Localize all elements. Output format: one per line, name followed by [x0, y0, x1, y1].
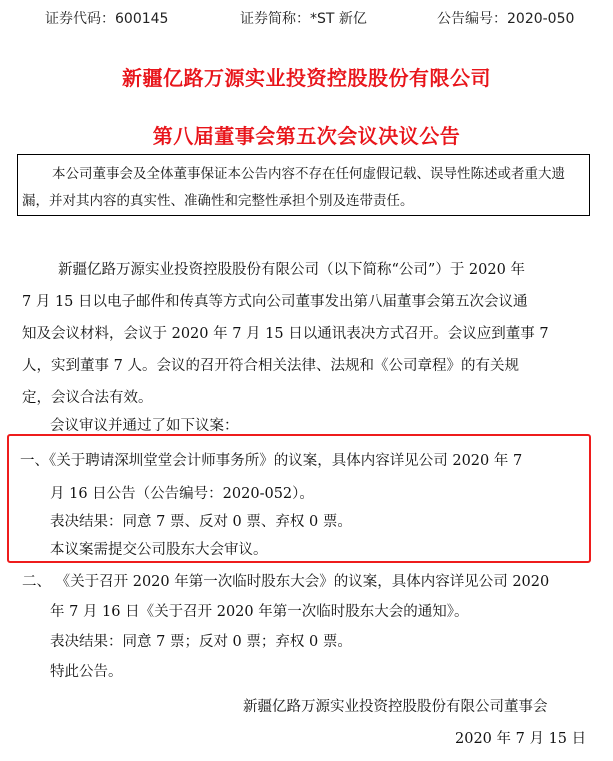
stock-short-name: 证券简称：*ST 新亿	[240, 11, 367, 27]
item2-vote-result: 表决结果：同意 7 票；反对 0 票；弃权 0 票。	[50, 634, 352, 650]
date: 2020 年 7 月 15 日	[455, 731, 587, 747]
disclaimer-line: 漏，并对其内容的真实性、准确性和完整性承担个别及连带责任。	[22, 193, 414, 209]
notice-number: 公告编号：2020-050	[437, 11, 575, 27]
stock-code: 证券代码：600145	[45, 11, 169, 27]
intro-line: 7 月 15 日以电子邮件和传真等方式向公司董事发出第八届董事会第五次会议通	[22, 294, 528, 310]
item1-line: 月 16 日公告（公告编号：2020-052）。	[50, 486, 314, 502]
intro-line: 定，会议合法有效。	[22, 390, 153, 406]
item1-note: 本议案需提交公司股东大会审议。	[50, 542, 268, 558]
signature: 新疆亿路万源实业投资控股股份有限公司董事会	[243, 699, 548, 715]
disclaimer-line: 本公司董事会及全体董事保证本公告内容不存在任何虚假记载、误导性陈述或者重大遗	[52, 166, 565, 182]
intro-line: 人，实到董事 7 人。会议的召开符合相关法律、法规和《公司章程》的有关规	[22, 358, 519, 374]
item2-line: 年 7 月 16 日《关于召开 2020 年第一次临时股东大会的通知》。	[50, 604, 469, 620]
company-title: 新疆亿路万源实业投资控股股份有限公司	[122, 66, 491, 90]
item1-vote-result: 表决结果：同意 7 票、反对 0 票、弃权 0 票。	[50, 514, 352, 530]
closing-note: 特此公告。	[50, 664, 123, 680]
announcement-title: 第八届董事会第五次会议决议公告	[152, 124, 461, 148]
intro-line: 新疆亿路万源实业投资控股股份有限公司（以下简称“公司”）于 2020 年	[58, 262, 525, 278]
item1-line: 一、《关于聘请深圳堂堂会计师事务所》的议案，具体内容详见公司 2020 年 7	[20, 453, 523, 469]
disclaimer-box	[17, 154, 590, 216]
intro-line: 知及会议材料，会议于 2020 年 7 月 15 日以通讯表决方式召开。会议应到董事 7	[22, 326, 549, 342]
passed-intro: 会议审议并通过了如下议案：	[50, 418, 239, 434]
item2-line: 二、 《关于召开 2020 年第一次临时股东大会》的议案，具体内容详见公司 2020	[22, 574, 550, 590]
